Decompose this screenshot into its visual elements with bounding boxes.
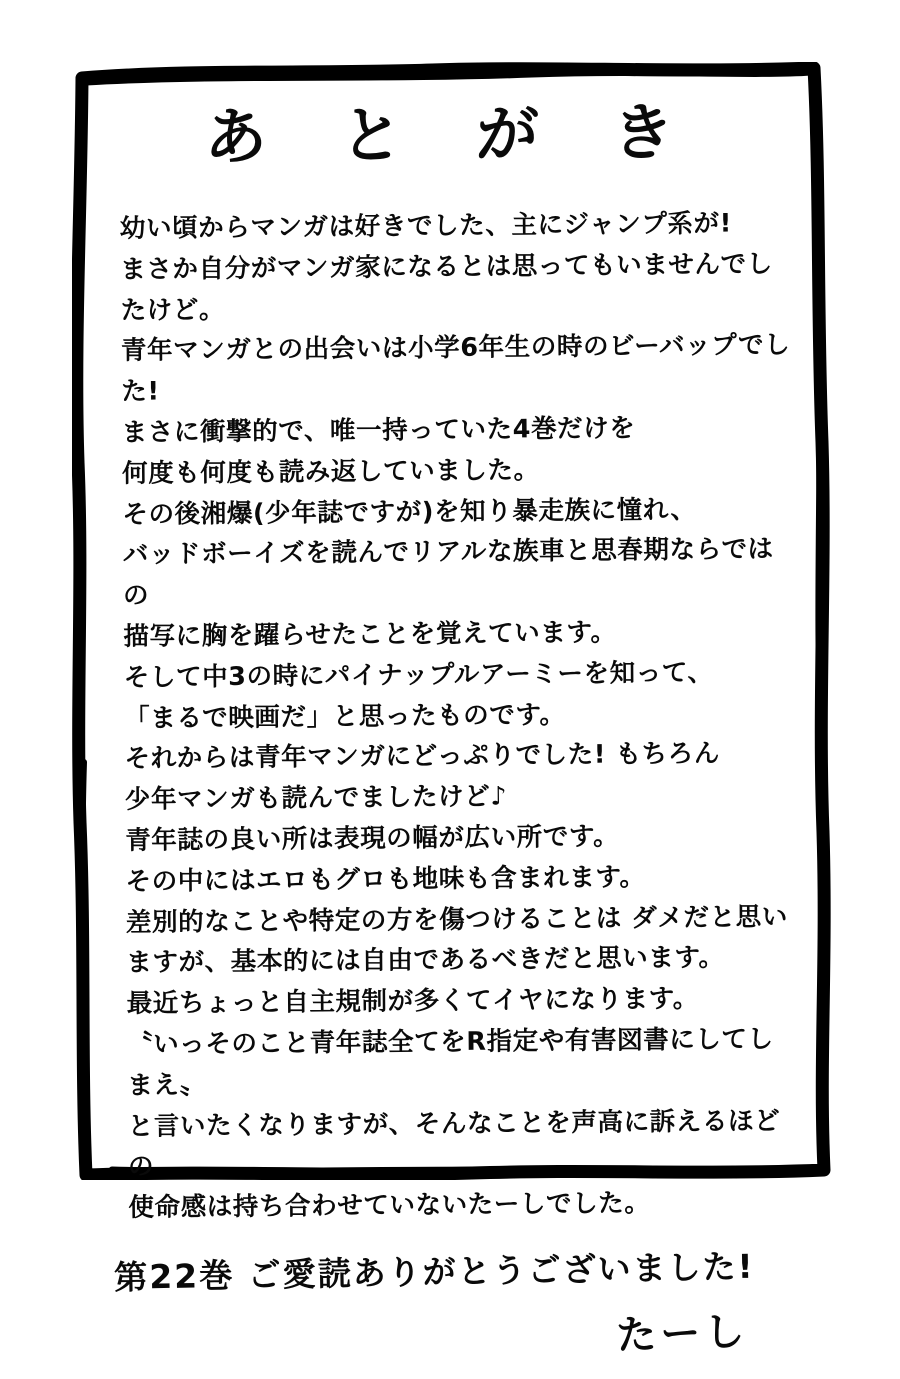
- afterword-content: [100, 80, 806, 1359]
- page-title: あ と が き: [203, 95, 702, 174]
- afterword-body: 幼い頃からマンガは好きでした、主にジャンプ系が! まさか自分がマンガ家になるとは思ってもいませんでしたけど。 青年マンガとの出会いは小学6年生の時のビーバップでした! まさに衝撃的で、唯一持っていた4巻だけを 何度も何度も読み返していました。 その後湘爆(少年誌ですが)を知り暴走族に憧れ、 バッドボーイズを読んでリアルな族車と思春期ならではの 描写に胸を躍らせたことを覚えています。 そして中3の時にパイナップルアーミーを知って、 「まるで映画だ」と思ったものです。 それからは青年マンガにどっぷりでした! もちろん 少年マンガも読んでましたけど♪ 青年誌の良い所は表現の幅が広い所です。 その中にはエロもグロも地味も含まれます。 差別的なことや特定の方を傷つけることは ダメだと思い ますが、基本的には自由であるべきだと思います。 最近ちょっと自主規制が多くてイヤになります。 〝いっそのこと青年誌全てをR指定や有害図書にしてしまえ〟 と言いたくなりますが、そんなことを声高に訴えるほどの 使命感は持ち合わせていないたーしでした。: [119, 208, 791, 1223]
- closing-message: 第22巻 ご愛読ありがとうございました!: [113, 1246, 755, 1297]
- author-signature: たーし: [615, 1308, 750, 1359]
